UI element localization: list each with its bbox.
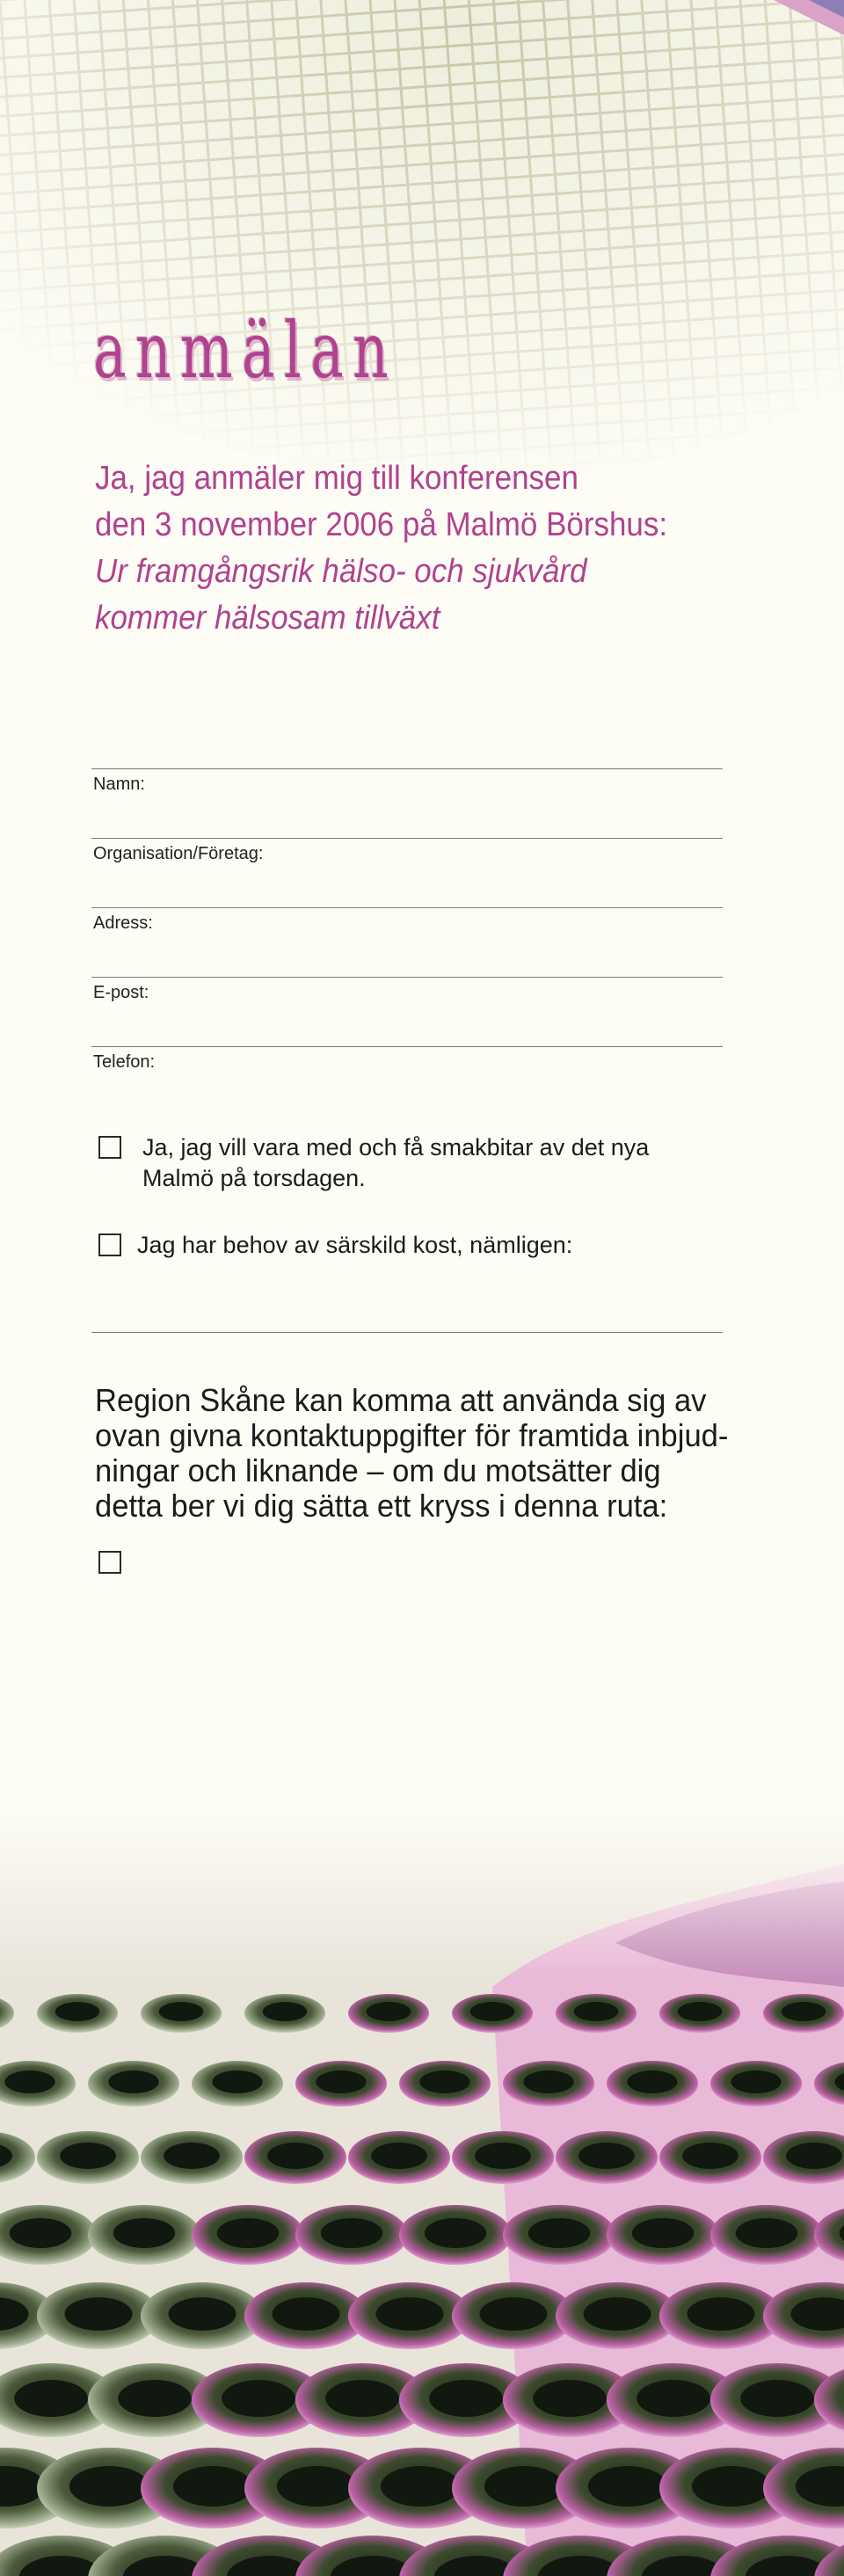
tasting-label [142,1132,649,1194]
privacy-notice [95,1383,728,1524]
registration-fields [91,768,723,1126]
tasting-label-line-2: Malmö på torsdagen. [142,1165,366,1191]
notice-line-1: Region Skåne kan komma att använda sig av [95,1382,707,1418]
address-field[interactable] [91,907,723,977]
anmalan-wordmark: anmälan [93,305,397,396]
phone-label: Telefon: [93,1052,156,1072]
diet-option [98,1230,714,1265]
name-field[interactable] [91,768,723,838]
conference-title-line-1: Ur framgångsrik hälso- och sjukvård [95,553,587,590]
opt-out-checkbox[interactable] [98,1551,121,1574]
address-label: Adress: [93,913,153,933]
intro-line-1: Ja, jag anmäler mig till konferensen [95,460,578,497]
notice-line-2: ovan givna kontaktuppgifter för framtida inbjud- [95,1417,729,1453]
intro-line-2: den 3 november 2006 på Malmö Börshus: [95,506,668,543]
diet-answer-line[interactable] [91,1332,723,1333]
notice-line-4: detta ber vi dig sätta ett kryss i denna ruta: [95,1488,668,1524]
conference-intro [95,455,709,642]
name-label: Namn: [93,775,145,794]
notice-line-3: ningar och liknande – om du motsätter dig [95,1452,661,1488]
organisation-field[interactable] [91,838,723,907]
email-field[interactable] [91,977,723,1046]
diet-label: Jag har behov av särskild kost, nämligen: [137,1232,573,1258]
test-tubes-photo [0,1811,844,2576]
conference-title-line-2: kommer hälsosam tillväxt [95,600,440,637]
opt-out-option [98,1547,714,1577]
tasting-checkbox[interactable] [98,1136,121,1159]
organisation-label: Organisation/Företag: [93,844,264,863]
tasting-label-line-1: Ja, jag vill vara med och få smakbitar av det nya [142,1134,650,1161]
phone-field[interactable] [91,1046,723,1126]
diet-checkbox[interactable] [98,1233,121,1256]
email-label: E-post: [93,983,149,1002]
tasting-option [98,1132,714,1203]
